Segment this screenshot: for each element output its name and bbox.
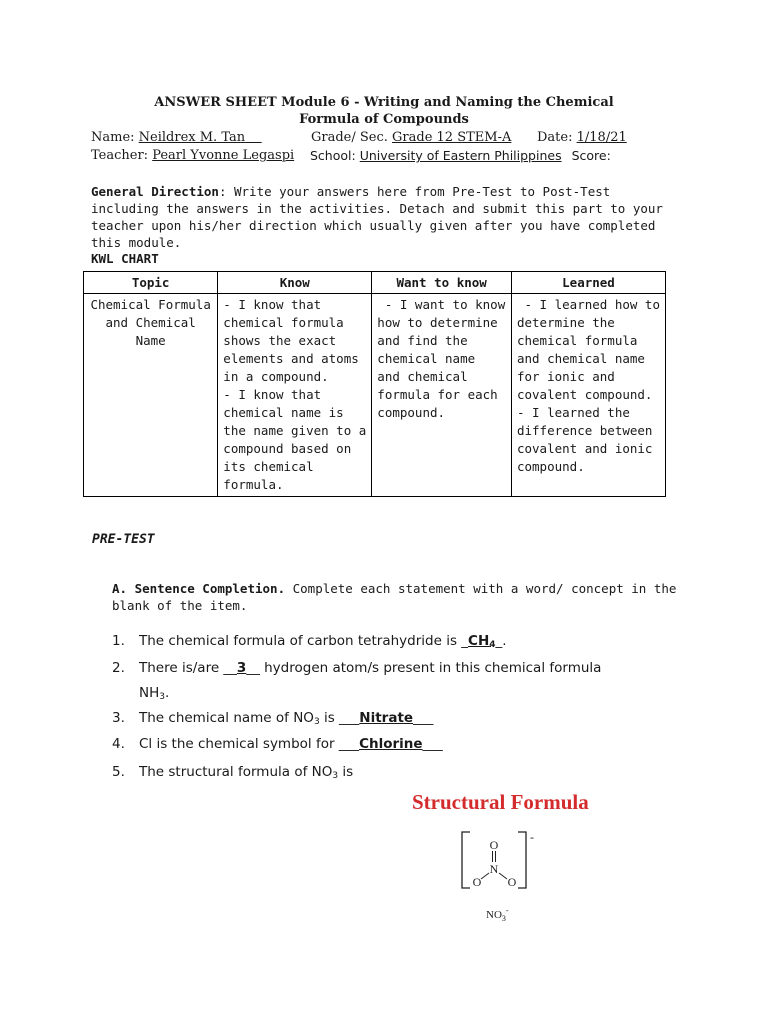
- question-5: [112, 764, 353, 781]
- doc-title-line1: ANSWER SHEET Module 6 - Writing and Naming the Chemical: [154, 95, 614, 110]
- learned-line: and chemical name: [516, 351, 645, 366]
- q2-text: There is/are __: [139, 660, 237, 676]
- learned-line: covalent and ionic: [516, 441, 653, 456]
- q4-answer: Chlorine: [359, 736, 423, 752]
- want-line: chemical name: [377, 351, 476, 366]
- doc-title-line2: Formula of Compounds: [299, 112, 469, 127]
- q5-after: is: [338, 764, 354, 780]
- date-value: 1/18/21: [576, 130, 627, 145]
- kwl-row: [84, 294, 666, 497]
- teacher-label: Teacher:: [91, 148, 149, 163]
- know-line: in a compound.: [223, 369, 329, 384]
- school-value: University of Eastern Philippines: [359, 148, 562, 163]
- q5-text: The structural formula of NO: [139, 764, 333, 780]
- q5-number: 5.: [112, 764, 125, 780]
- q1-answer-sub: 4: [489, 640, 496, 650]
- grade-field: [311, 130, 511, 145]
- single-bond-right: [499, 873, 507, 879]
- col-know: Know: [218, 272, 372, 294]
- know-cell: [218, 294, 372, 497]
- left-bracket: [462, 832, 470, 888]
- question-4: [112, 736, 443, 752]
- q5-sub: 3: [332, 771, 339, 781]
- score-label: Score:: [571, 148, 611, 163]
- want-line: - I want to know: [377, 297, 506, 312]
- want-line: how to determine: [377, 315, 498, 330]
- question-2: [112, 660, 601, 676]
- kwl-heading: KWL CHART: [91, 251, 159, 266]
- know-line: the name given to a: [223, 423, 367, 438]
- date-label: Date:: [537, 130, 573, 145]
- q4-text: Cl is the chemical symbol for ___: [139, 736, 360, 752]
- want-line: formula for each: [377, 387, 498, 402]
- learned-line: covalent compound.: [516, 387, 653, 402]
- atom-top-oxygen: O: [489, 838, 499, 852]
- kwl-table: [83, 271, 666, 497]
- teacher-field: [91, 148, 294, 163]
- section-a-text: Complete each statement with a word/ concept in the blank of the item.: [112, 581, 677, 613]
- learned-line: determine the: [516, 315, 615, 330]
- section-a: [112, 580, 677, 614]
- q1-number: 1.: [112, 633, 125, 649]
- atom-right-oxygen: O: [507, 875, 517, 889]
- q4-number: 4.: [112, 736, 125, 752]
- learned-line: for ionic and: [516, 369, 615, 384]
- question-1: [112, 633, 507, 650]
- topic-cell: [84, 294, 218, 497]
- right-bracket: [518, 832, 526, 888]
- learned-line: chemical formula: [516, 333, 638, 348]
- atom-nitrogen: N: [489, 862, 499, 876]
- col-topic: Topic: [84, 272, 218, 294]
- name-value: Neildrex M. Tan: [138, 130, 246, 145]
- q1-after: _.: [495, 633, 507, 649]
- know-line: formula.: [223, 477, 284, 492]
- q1-text: The chemical formula of carbon tetrahydride is _: [139, 633, 469, 649]
- topic-line: and Chemical: [105, 315, 196, 330]
- q2-number: 2.: [112, 660, 125, 676]
- charge-minus: -: [530, 830, 534, 844]
- kwl-header-row: [84, 272, 666, 294]
- know-line: - I know that: [223, 297, 322, 312]
- know-line: compound based on: [223, 441, 352, 456]
- topic-line: Chemical Formula: [90, 297, 211, 312]
- structural-formula-title: Structural Formula: [412, 790, 589, 814]
- q3-number: 3.: [112, 710, 125, 726]
- q2-formula: NH: [139, 685, 160, 701]
- want-line: and find the: [377, 333, 468, 348]
- teacher-value: Pearl Yvonne Legaspi: [152, 148, 295, 163]
- q2-after: __ hydrogen atom/s present in this chemical formula: [246, 660, 602, 676]
- want-cell: [372, 294, 512, 497]
- q1-answer-text: CH: [468, 633, 490, 649]
- q3-answer: Nitrate: [359, 710, 414, 726]
- nitrate-structure-diagram: [400, 820, 610, 935]
- caption-formula: [486, 906, 509, 923]
- direction-label: General Direction: [91, 184, 219, 199]
- learned-line: difference between: [516, 423, 653, 438]
- know-line: - I know that: [223, 387, 322, 402]
- learned-line: compound.: [516, 459, 585, 474]
- caption-sup: -: [505, 906, 509, 915]
- grade-value: Grade 12 STEM-A: [392, 130, 512, 145]
- atom-left-oxygen: O: [472, 875, 482, 889]
- learned-cell: [511, 294, 665, 497]
- learned-line: - I learned the: [516, 405, 630, 420]
- q3-sub: 3: [313, 717, 320, 727]
- q1-answer: [468, 633, 495, 649]
- want-line: compound.: [377, 405, 446, 420]
- name-field: [91, 130, 262, 145]
- caption-no: NO: [486, 909, 502, 921]
- q2-formula-sub: 3: [159, 692, 165, 702]
- col-learned: Learned: [511, 272, 665, 294]
- single-bond-left: [481, 873, 489, 879]
- topic-line: Name: [135, 333, 166, 348]
- know-line: shows the exact: [223, 333, 337, 348]
- caption-sub: 3: [501, 914, 506, 923]
- know-line: chemical name is: [223, 405, 344, 420]
- q3-text: The chemical name of NO: [139, 710, 314, 726]
- q4-after: ___: [422, 736, 443, 752]
- pretest-heading: PRE-TEST: [92, 532, 155, 547]
- q2-answer: 3: [236, 660, 247, 676]
- q2-end: .: [164, 685, 170, 701]
- learned-line: - I learned how to: [516, 297, 660, 312]
- section-a-label: A. Sentence Completion.: [112, 581, 286, 596]
- grade-label: Grade/ Sec.: [311, 130, 388, 145]
- know-line: its chemical: [223, 459, 314, 474]
- q3-mid: is ___: [319, 710, 360, 726]
- q3-after: ___: [413, 710, 434, 726]
- name-label: Name:: [91, 130, 135, 145]
- know-line: elements and atoms: [223, 351, 359, 366]
- general-direction: [91, 183, 681, 251]
- school-label: School:: [310, 148, 356, 163]
- want-line: and chemical: [377, 369, 468, 384]
- col-want: Want to know: [372, 272, 512, 294]
- direction-text: : Write your answers here from Pre-Test to Post-Test including the answers in the activities. Detach and submit this part to your teacher upon his/her direction which usually given after you have completed this module.: [91, 184, 663, 250]
- date-field: [537, 130, 627, 145]
- school-field: [310, 148, 611, 163]
- question-2-line2: [139, 685, 169, 702]
- question-3: [112, 710, 433, 727]
- know-line: chemical formula: [223, 315, 344, 330]
